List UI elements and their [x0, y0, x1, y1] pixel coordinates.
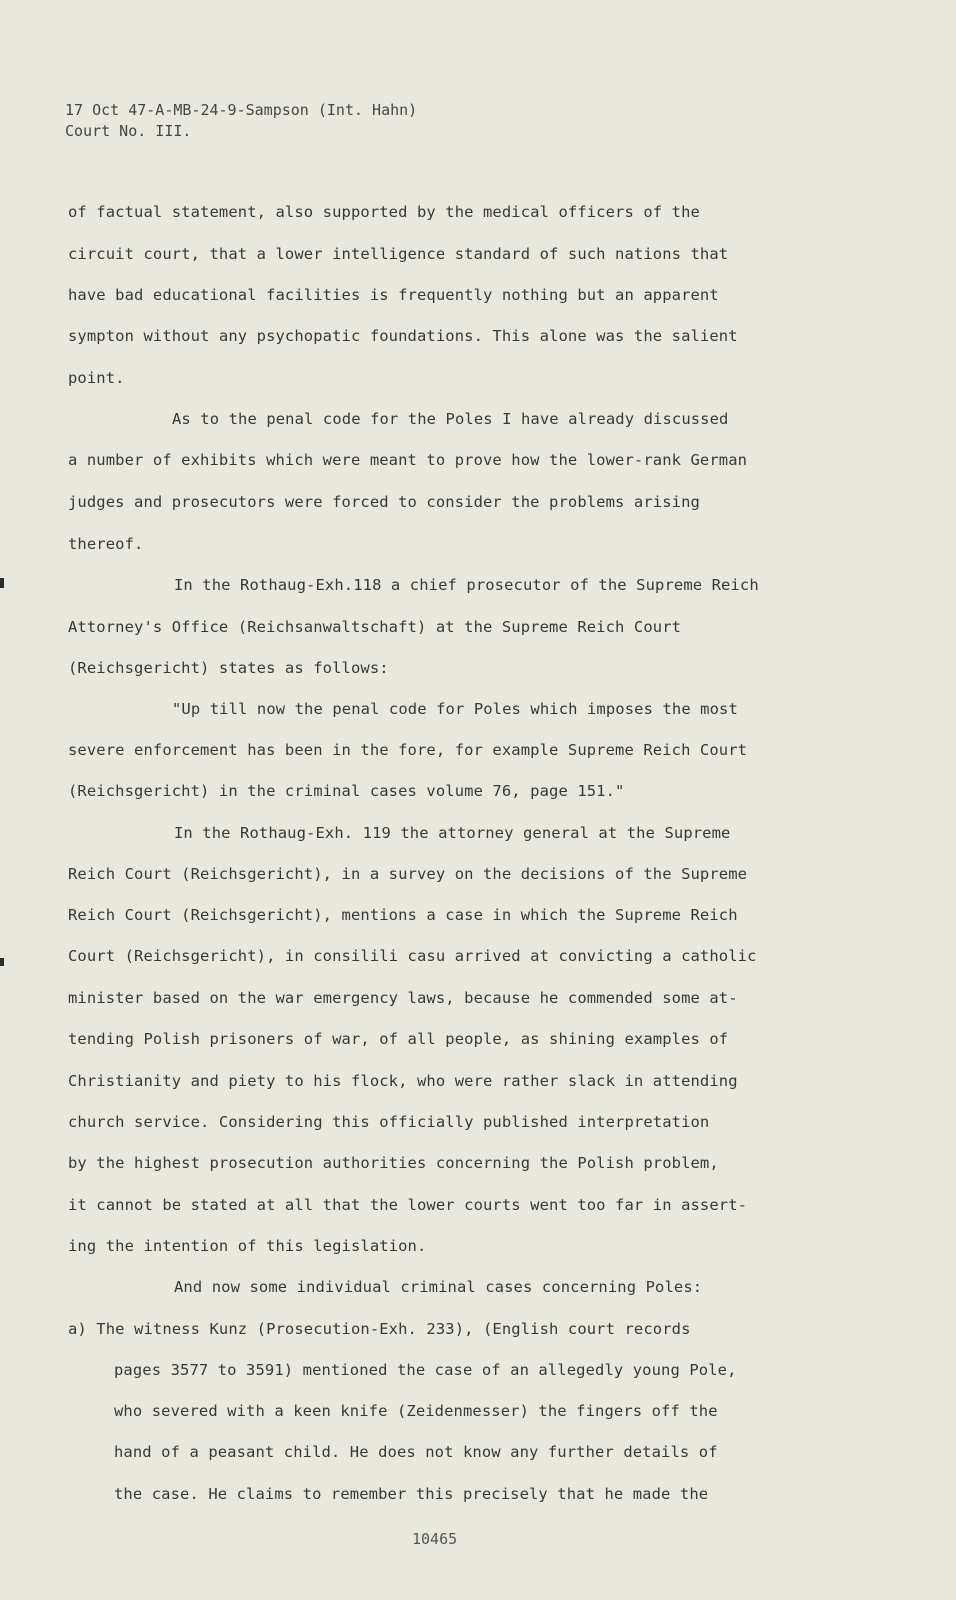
header-reference-line: 17 Oct 47-A-MB-24-9-Sampson (Int. Hahn) — [65, 101, 418, 119]
list-item-text: hand of a peasant child. He does not know any further details of — [114, 1443, 718, 1461]
page-edge-mark — [0, 958, 4, 966]
document-header — [65, 100, 417, 142]
text-line: As to the penal code for the Poles I have already discussed — [172, 410, 729, 428]
text-line: circuit court, that a lower intelligence standard of such nations that — [68, 245, 729, 263]
text-line: sympton without any psychopatic foundations. This alone was the salient — [68, 327, 738, 345]
text-line: Reich Court (Reichsgericht), in a survey on the decisions of the Supreme — [68, 865, 748, 883]
text-line: of factual statement, also supported by the medical officers of the — [68, 203, 700, 221]
quote-line: (Reichsgericht) in the criminal cases volume 76, page 151." — [68, 782, 625, 800]
text-line: Attorney's Office (Reichsanwaltschaft) at the Supreme Reich Court — [68, 618, 682, 636]
text-line: And now some individual criminal cases concerning Poles: — [174, 1278, 703, 1296]
text-line: judges and prosecutors were forced to consider the problems arising — [68, 493, 700, 511]
text-line: ing the intention of this legislation. — [68, 1237, 427, 1255]
text-line: have bad educational facilities is frequently nothing but an apparent — [68, 286, 719, 304]
text-line: Court (Reichsgericht), in consilili casu arrived at convicting a catholic — [68, 947, 757, 965]
text-line: In the Rothaug-Exh.118 a chief prosecutor of the Supreme Reich — [174, 576, 759, 594]
quote-line: severe enforcement has been in the fore, for example Supreme Reich Court — [68, 741, 748, 759]
header-court-line: Court No. III. — [65, 122, 192, 140]
text-line: minister based on the war emergency laws, because he commended some at- — [68, 989, 738, 1007]
text-line: church service. Considering this officially published interpretation — [68, 1113, 710, 1131]
text-line: it cannot be stated at all that the lower courts went too far in assert- — [68, 1196, 748, 1214]
page-edge-mark — [0, 578, 4, 588]
text-line: (Reichsgericht) states as follows: — [68, 659, 389, 677]
text-line: Reich Court (Reichsgericht), mentions a case in which the Supreme Reich — [68, 906, 738, 924]
list-item-text: who severed with a keen knife (Zeidenmesser) the fingers off the — [114, 1402, 718, 1420]
text-line: a number of exhibits which were meant to prove how the lower-rank German — [68, 451, 748, 469]
text-line: point. — [68, 369, 125, 387]
text-line: In the Rothaug-Exh. 119 the attorney general at the Supreme — [174, 824, 731, 842]
list-item-text: a) The witness Kunz (Prosecution-Exh. 233), (English court records — [68, 1320, 691, 1338]
list-item-text: the case. He claims to remember this precisely that he made the — [114, 1485, 709, 1503]
text-line: Christianity and piety to his flock, who were rather slack in attending — [68, 1072, 738, 1090]
text-line: by the highest prosecution authorities concerning the Polish problem, — [68, 1154, 719, 1172]
list-item-text: pages 3577 to 3591) mentioned the case of an allegedly young Pole, — [114, 1361, 737, 1379]
text-line: tending Polish prisoners of war, of all people, as shining examples of — [68, 1030, 729, 1048]
text-line: thereof. — [68, 535, 144, 553]
quote-line: "Up till now the penal code for Poles which imposes the most — [172, 700, 738, 718]
page-number: 10465 — [412, 1530, 458, 1548]
